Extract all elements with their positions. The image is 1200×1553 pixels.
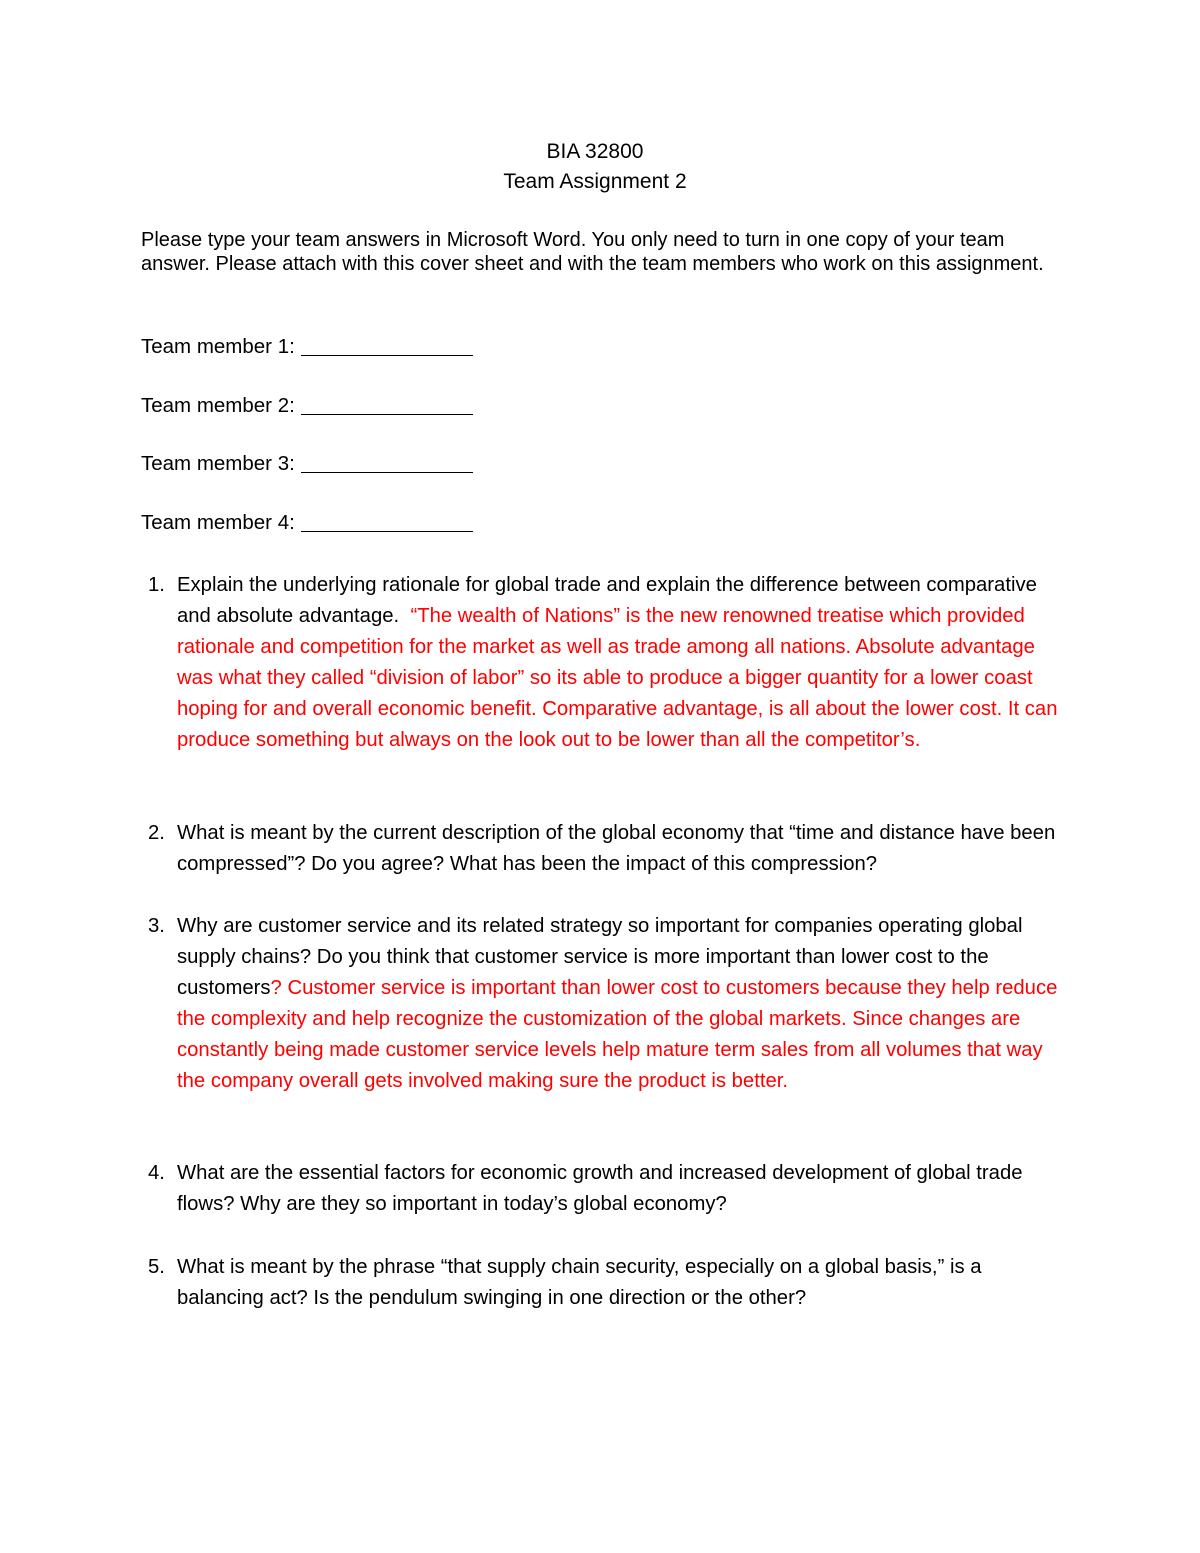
team-member-4-line — [141, 508, 473, 538]
question-5-text: What is meant by the phrase “that supply chain security, especially on a global basis,” is a balancing act? Is the pendulum swinging in one direction or the other? — [177, 1256, 982, 1309]
question-2-text: What is meant by the current description of the global economy that “time and distance have been compressed”? Do you agree? What has been the impact of this compression? — [177, 822, 1056, 875]
question-4 — [141, 1158, 1071, 1220]
question-3-number: 3. — [148, 915, 165, 937]
assignment-title: Team Assignment 2 — [503, 170, 687, 193]
team-member-1-line — [141, 332, 473, 362]
question-2-number: 2. — [148, 822, 165, 844]
team-member-4-label: Team member 4: — [141, 511, 295, 534]
question-5-number: 5. — [148, 1256, 165, 1278]
team-member-2-blank — [301, 394, 473, 415]
question-3 — [141, 911, 1071, 1097]
question-5 — [141, 1252, 1071, 1314]
team-member-2-label: Team member 2: — [141, 394, 295, 417]
question-3-answer: ? Customer service is important than lower cost to customers because they help reduce the complexity and help recognize the customization of the global markets. Since changes are constantly being made customer service levels help mature term sales from all volumes that way the company overall gets involved making sure the product is better. — [177, 977, 1058, 1092]
question-1-text: Explain the underlying rationale for global trade and explain the difference between comparative and absolute advantage. — [177, 574, 1037, 627]
team-member-3-line — [141, 449, 473, 479]
instructions-paragraph: Please type your team answers in Microsoft Word. You only need to turn in one copy of your team answer. Please attach with this cover sheet and with the team members who work on this assignment. — [141, 229, 1044, 275]
question-1 — [141, 570, 1071, 756]
team-member-3-label: Team member 3: — [141, 452, 295, 475]
team-member-2-line — [141, 391, 473, 421]
question-1-answer: “The wealth of Nations” is the new renowned treatise which provided rationale and competition for the market as well as trade among all nations. Absolute advantage was what they called “division of labor” so its able to produce a bigger quantity for a lower coast hoping for and overall economic benefit. Comparative advantage, is all about the lower cost. It can produce something but always on the look out to be lower than all the competitor’s. — [177, 605, 1058, 751]
question-3-text: Why are customer service and its related strategy so important for companies operating global supply chains? Do you think that customer service is more important than lower cost to the customers — [177, 915, 1023, 999]
team-member-1-label: Team member 1: — [141, 335, 295, 358]
team-member-4-blank — [301, 511, 473, 532]
course-code: BIA 32800 — [546, 140, 644, 163]
team-member-3-blank — [301, 452, 473, 473]
question-1-number: 1. — [148, 574, 165, 596]
question-4-text: What are the essential factors for economic growth and increased development of global trade flows? Why are they so important in today’s global economy? — [177, 1162, 1023, 1215]
question-4-number: 4. — [148, 1162, 165, 1184]
question-2 — [141, 818, 1071, 880]
team-member-1-blank — [301, 335, 473, 356]
